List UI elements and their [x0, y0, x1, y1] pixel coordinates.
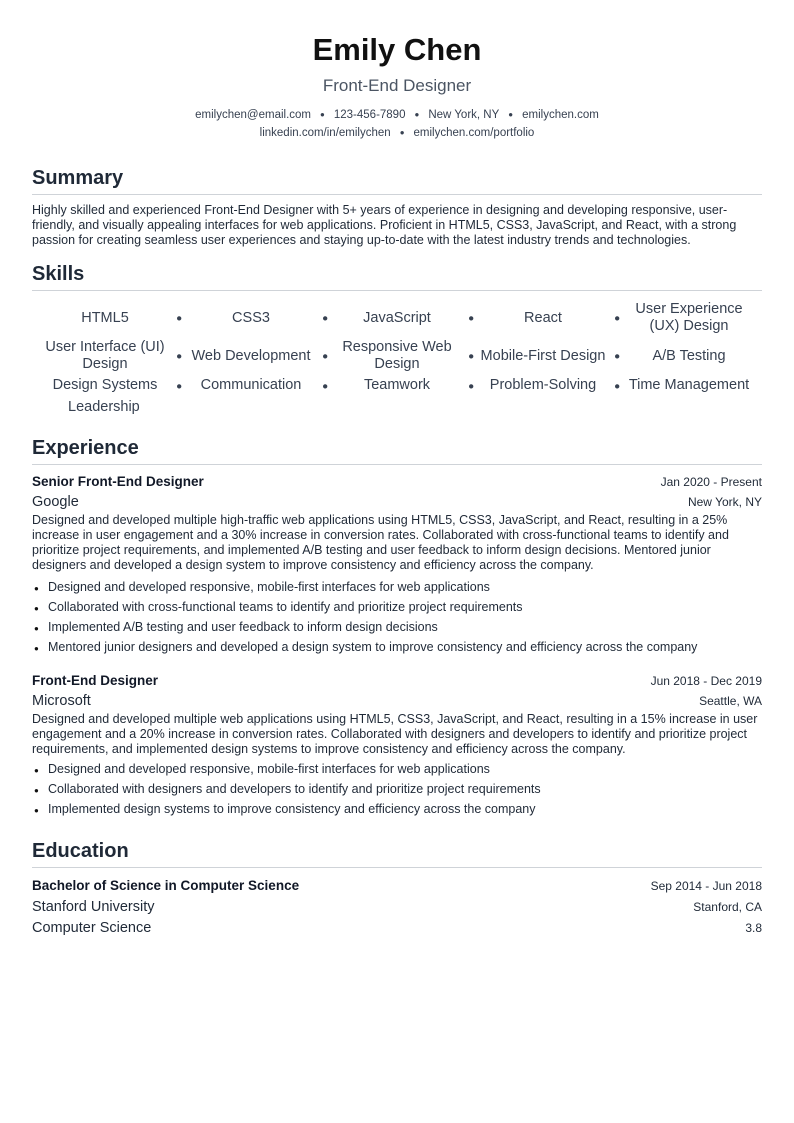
job-bullet: ● Designed and developed responsive, mobile-first interfaces for web applications: [32, 577, 762, 597]
job-dates: Jan 2020 - Present: [660, 475, 762, 489]
job-role: Senior Front-End Designer: [32, 474, 204, 489]
contact-separator: ●: [508, 110, 514, 119]
skill-item: React •: [470, 299, 616, 337]
job-bullet-list: [32, 759, 762, 819]
education-field: Computer Science: [32, 920, 152, 936]
skill-item: User Interface (UI) Design •: [32, 337, 178, 375]
contact-linkedin[interactable]: linkedin.com/in/emilychen: [259, 127, 391, 139]
summary-section: [32, 164, 762, 248]
contact-website[interactable]: emilychen.com: [522, 109, 599, 121]
contact-email[interactable]: emilychen@email.com: [195, 109, 312, 121]
contact-line-1: [32, 106, 762, 124]
contact-phone[interactable]: 123-456-7890: [333, 109, 406, 121]
contact-portfolio[interactable]: emilychen.com/portfolio: [413, 127, 535, 139]
job-entry: [32, 671, 762, 819]
skill-item: Time Management: [628, 377, 750, 393]
skill-item: Mobile-First Design •: [470, 337, 616, 375]
education-dates: Sep 2014 - Jun 2018: [650, 879, 762, 893]
skill-item: Teamwork •: [324, 375, 470, 396]
education-school: Stanford University: [32, 899, 155, 915]
education-heading: Education: [32, 837, 762, 868]
job-bullet: ● Collaborated with designers and developers to identify and prioritize project requirements: [32, 779, 762, 799]
education-section: [32, 837, 762, 939]
contact-separator: ●: [414, 110, 420, 119]
candidate-name: Emily Chen: [312, 32, 482, 67]
skills-heading: Skills: [32, 260, 762, 291]
job-bullet: ● Implemented A/B testing and user feedback to inform design decisions: [32, 617, 762, 637]
skill-item: CSS3 •: [178, 299, 324, 337]
candidate-title: Front-End Designer: [322, 76, 472, 95]
summary-heading: Summary: [32, 164, 762, 195]
experience-heading: Experience: [32, 434, 762, 465]
job-location: Seattle, WA: [699, 694, 762, 708]
job-bullet: ● Mentored junior designers and developed a design system to improve consistency and efficiency across the company: [32, 637, 762, 657]
skills-grid: [32, 299, 762, 418]
contact-location: New York, NY: [428, 109, 500, 121]
skill-item: Problem-Solving •: [470, 375, 616, 396]
job-company: Google: [32, 494, 79, 510]
job-bullet: ● Implemented design systems to improve consistency and efficiency across the company: [32, 799, 762, 819]
skill-item: Design Systems •: [32, 375, 178, 396]
skill-item: User Experience (UX) Design: [635, 301, 743, 334]
contact-line-2: [32, 124, 762, 142]
summary-text: Highly skilled and experienced Front-End Designer with 5+ years of experience in designing and developing responsive, user-friendly, and visually appealing interfaces for web applications. Proficient in HTML5, CSS3, JavaScript, and React, with a strong passion for creating seamless user experiences and staying up-to-date with the latest industry trends and technologies.: [32, 203, 737, 247]
job-description: Designed and developed multiple high-traffic web applications using HTML5, CSS3, JavaScript, and React, resulting in a 25% increase in user engagement and a 30% increase in conversion rates. Collaborated with cross-functional teams to identify and prioritize project requirements, and implemented A/B testing and user feedback to inform design decisions. Mentored junior designers and developed a design system to improve consistency and efficiency across the company.: [32, 513, 729, 572]
job-location: New York, NY: [687, 495, 762, 509]
job-entry: [32, 472, 762, 657]
skill-item: A/B Testing: [652, 347, 726, 364]
skill-item: JavaScript •: [324, 299, 470, 337]
skill-item: HTML5 •: [32, 299, 178, 337]
resume-header: [32, 28, 762, 142]
education-degree: Bachelor of Science in Computer Science: [32, 878, 300, 893]
job-bullet: ● Designed and developed responsive, mobile-first interfaces for web applications: [32, 759, 762, 779]
skill-item: Responsive Web Design •: [324, 337, 470, 375]
skill-item: Leadership: [68, 398, 140, 415]
job-company: Microsoft: [32, 693, 91, 709]
experience-section: [32, 434, 762, 819]
skill-item: Communication •: [178, 375, 324, 396]
contact-separator: ●: [320, 110, 325, 119]
contact-separator: ●: [399, 128, 405, 137]
job-dates: Jun 2018 - Dec 2019: [650, 674, 762, 688]
education-location: Stanford, CA: [693, 900, 762, 914]
skills-section: [32, 260, 762, 418]
education-gpa: 3.8: [745, 921, 762, 935]
job-bullet-list: [32, 577, 762, 657]
job-description: Designed and developed multiple web applications using HTML5, CSS3, JavaScript, and React, resulting in a 15% increase in user engagement and a 20% increase in conversion rates. Collaborated with designers and developers to identify and prioritize project requirements, and implemented design systems to improve consistency and efficiency across the company.: [32, 712, 758, 756]
education-entry: [32, 875, 762, 939]
skill-item: Web Development •: [178, 337, 324, 375]
job-bullet: ● Collaborated with cross-functional teams to identify and prioritize project requirements: [32, 597, 762, 617]
job-role: Front-End Designer: [32, 673, 159, 688]
